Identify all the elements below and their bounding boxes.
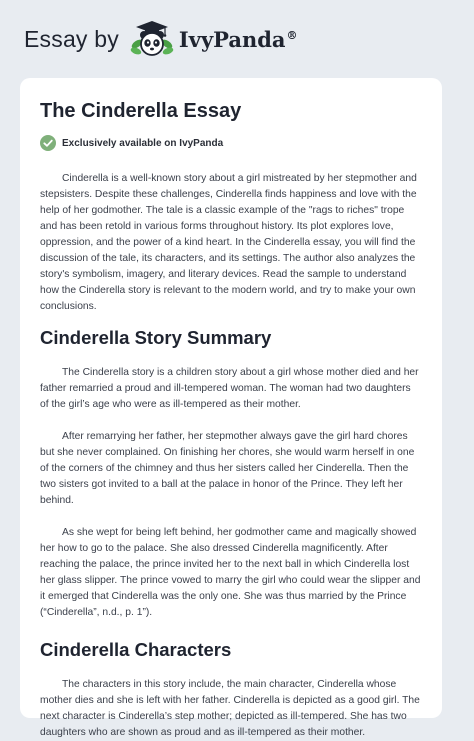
check-circle-icon [40, 135, 56, 151]
characters-paragraph-1: The characters in this story include, the main character, Cinderella whose mother dies and she is left with her father. Cinderella is depicted as a good girl. The next character is Cinderella’s step mother; depicted as ill-tempered. She has two daughters who are shown as proud and as ill-tempered as their mother. [40, 679, 420, 738]
section-heading-characters: Cinderella Characters [40, 639, 232, 660]
ivypanda-logo[interactable] [129, 18, 298, 60]
panda-graduate-icon [129, 18, 175, 60]
intro-paragraph: Cinderella is a well-known story about a girl mistreated by her stepmother and stepsisters. Despite these challenges, Cinderella finds happiness and love with the help of her godmother. The tale is a classic example of the "rags to riches" trope and has been retold in various forms throughout history. Its plot explores love, oppression, and the power of a kind heart. In the Cinderella essay, you will find the discussion of the tale, its characters, and its settings. The author also analyzes the story's symbolism, imagery, and literary devices. Read the sample to understand how the Cinderella story is relevant to the modern world, and try to make your own conclusions. [40, 173, 417, 312]
essay-title: The Cinderella Essay [40, 100, 242, 122]
site-header [0, 0, 474, 78]
brand-prefix: Essay by [24, 25, 119, 52]
logo-text: IvyPanda® [178, 26, 298, 52]
exclusive-badge [40, 135, 422, 151]
summary-paragraph-2: After remarrying her father, her stepmother always gave the girl hard chores but she never complained. On finishing her chores, she would warm herself in one of the corners of the chimney and thus her sisters called her Cinderella. Then the two sisters got invited to a ball at the palace in honor of the Prince. They left her behind. [40, 431, 415, 506]
summary-paragraph-1: The Cinderella story is a children story about a girl whose mother died and her father remarried a proud and ill-tempered woman. The woman had two daughters of the girl’s age who were as ill-tempered as their mother. [40, 367, 419, 410]
badge-text: Exclusively available on IvyPanda [62, 137, 224, 149]
section-heading-summary: Cinderella Story Summary [40, 327, 272, 348]
essay-card [20, 78, 442, 738]
summary-paragraph-3: As she wept for being left behind, her godmother came and magically showed her how to go to the palace. She also dressed Cinderella magnificently. After reaching the palace, the prince invited her to the next ball in which Cinderella lost her glass slipper. The prince vowed to marry the girl who could wear the slipper and it emerged that Cinderella was the only one. She was thus married by the Prince (“Cinderella”, n.d., p. 1”). [40, 527, 421, 618]
